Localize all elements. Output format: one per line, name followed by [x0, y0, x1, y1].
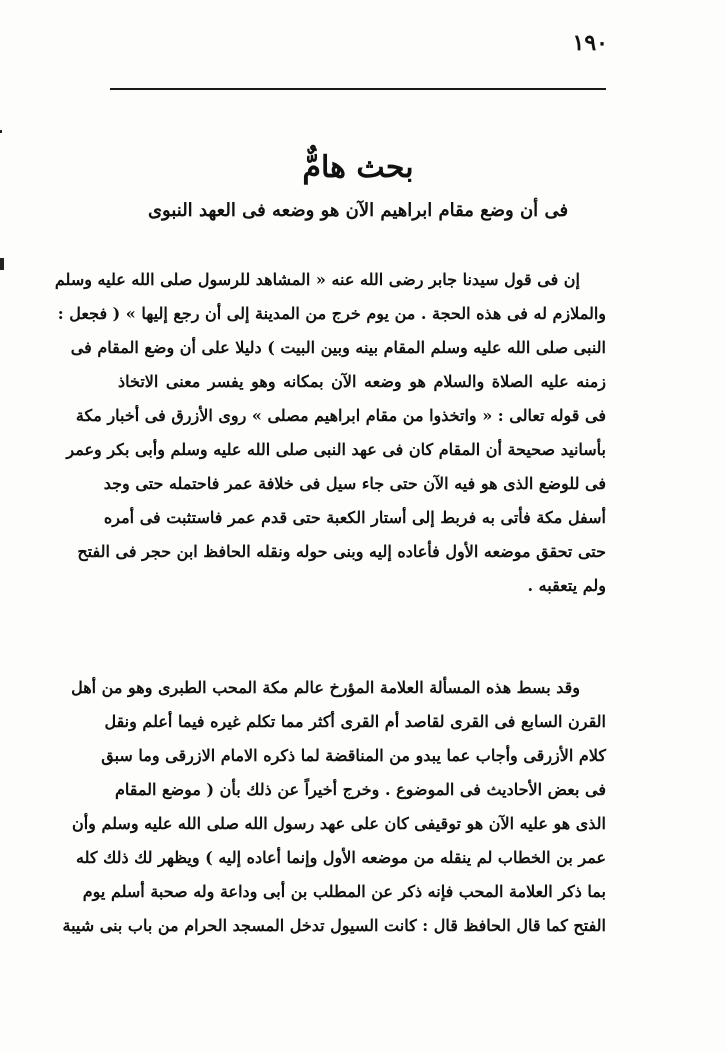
text-line: حتى تحقق موضعه الأول فأعاده إليه وبنى حوله ونقله الحافظ ابن حجر فى الفتح — [77, 542, 606, 561]
text-line: كلام الأزرقى وأجاب عما يبدو من المناقضة لما ذكره الامام الازرقى وما سبق — [101, 746, 606, 765]
text-line: إن فى قول سيدنا جابر رضى الله عنه « المشاهد للرسول صلى الله عليه وسلم — [54, 270, 580, 289]
section-title: بحث هامٌّ — [302, 150, 414, 185]
scan-margin-mark — [0, 258, 4, 270]
paragraph-2 — [62, 671, 606, 943]
text-line: الفتح كما قال الحافظ قال : كانت السيول تدخل المسجد الحرام من باب بنى شيبة — [62, 916, 606, 935]
text-line: بما ذكر العلامة المحب فإنه ذكر عن المطلب بن أبى وداعة وله صحبة أسلم يوم — [82, 882, 606, 901]
page-number: ١٩٠ — [572, 30, 608, 56]
paragraph-1 — [54, 263, 606, 603]
text-line: ولم يتعقبه . — [527, 576, 606, 595]
text-line: بأسانيد صحيحة أن المقام كان فى عهد النبى صلى الله عليه وسلم وأبى بكر وعمر — [66, 440, 606, 459]
text-line: عمر بن الخطاب لم ينقله من موضعه الأول وإنما أعاده إليه ) ويظهر لك ذلك كله — [76, 848, 606, 867]
text-line: أسفل مكة فأتى به فربط إلى أستار الكعبة حتى قدم عمر فاستثبت فى أمره — [103, 508, 606, 527]
text-line: زمنه عليه الصلاة والسلام هو وضعه الآن بمكانه وهو يفسر معنى الاتخاذ — [118, 372, 606, 391]
text-line: وقد بسط هذه المسألة العلامة المؤرخ عالم مكة المحب الطبرى وهو من أهل — [71, 678, 580, 697]
text-line: والملازم له فى هذه الحجة . من يوم خرج من المدينة إلى أن رجع إليها » ( فجعل : — [57, 304, 606, 323]
text-line: فى للوضع الذى هو فيه الآن حتى جاء سيل فى خلافة عمر فاحتمله حتى وجد — [103, 474, 606, 493]
text-line: الذى هو عليه الآن هو توقيفى كان على عهد رسول الله صلى الله عليه وسلم وأن — [71, 814, 606, 833]
text-line: فى قوله تعالى : « واتخذوا من مقام ابراهيم مصلى » روى الأزرق فى أخبار مكة — [75, 406, 606, 425]
text-line: النبى صلى الله عليه وسلم المقام بينه وبين البيت ) دليلا على أن وضع المقام فى — [70, 338, 606, 357]
text-line: فى بعض الأحاديث فى الموضوع . وخرج أخيراً عن ذلك بأن ( موضع المقام — [114, 780, 606, 799]
header-rule — [110, 88, 606, 90]
text-line: القرن السابع فى القرى لقاصد أم القرى أكثر مما تكلم غيره فيما أعلم ونقل — [104, 712, 606, 731]
section-subtitle: فى أن وضع مقام ابراهيم الآن هو وضعه فى العهد النبوى — [147, 200, 569, 221]
scan-margin-speck — [0, 130, 2, 133]
